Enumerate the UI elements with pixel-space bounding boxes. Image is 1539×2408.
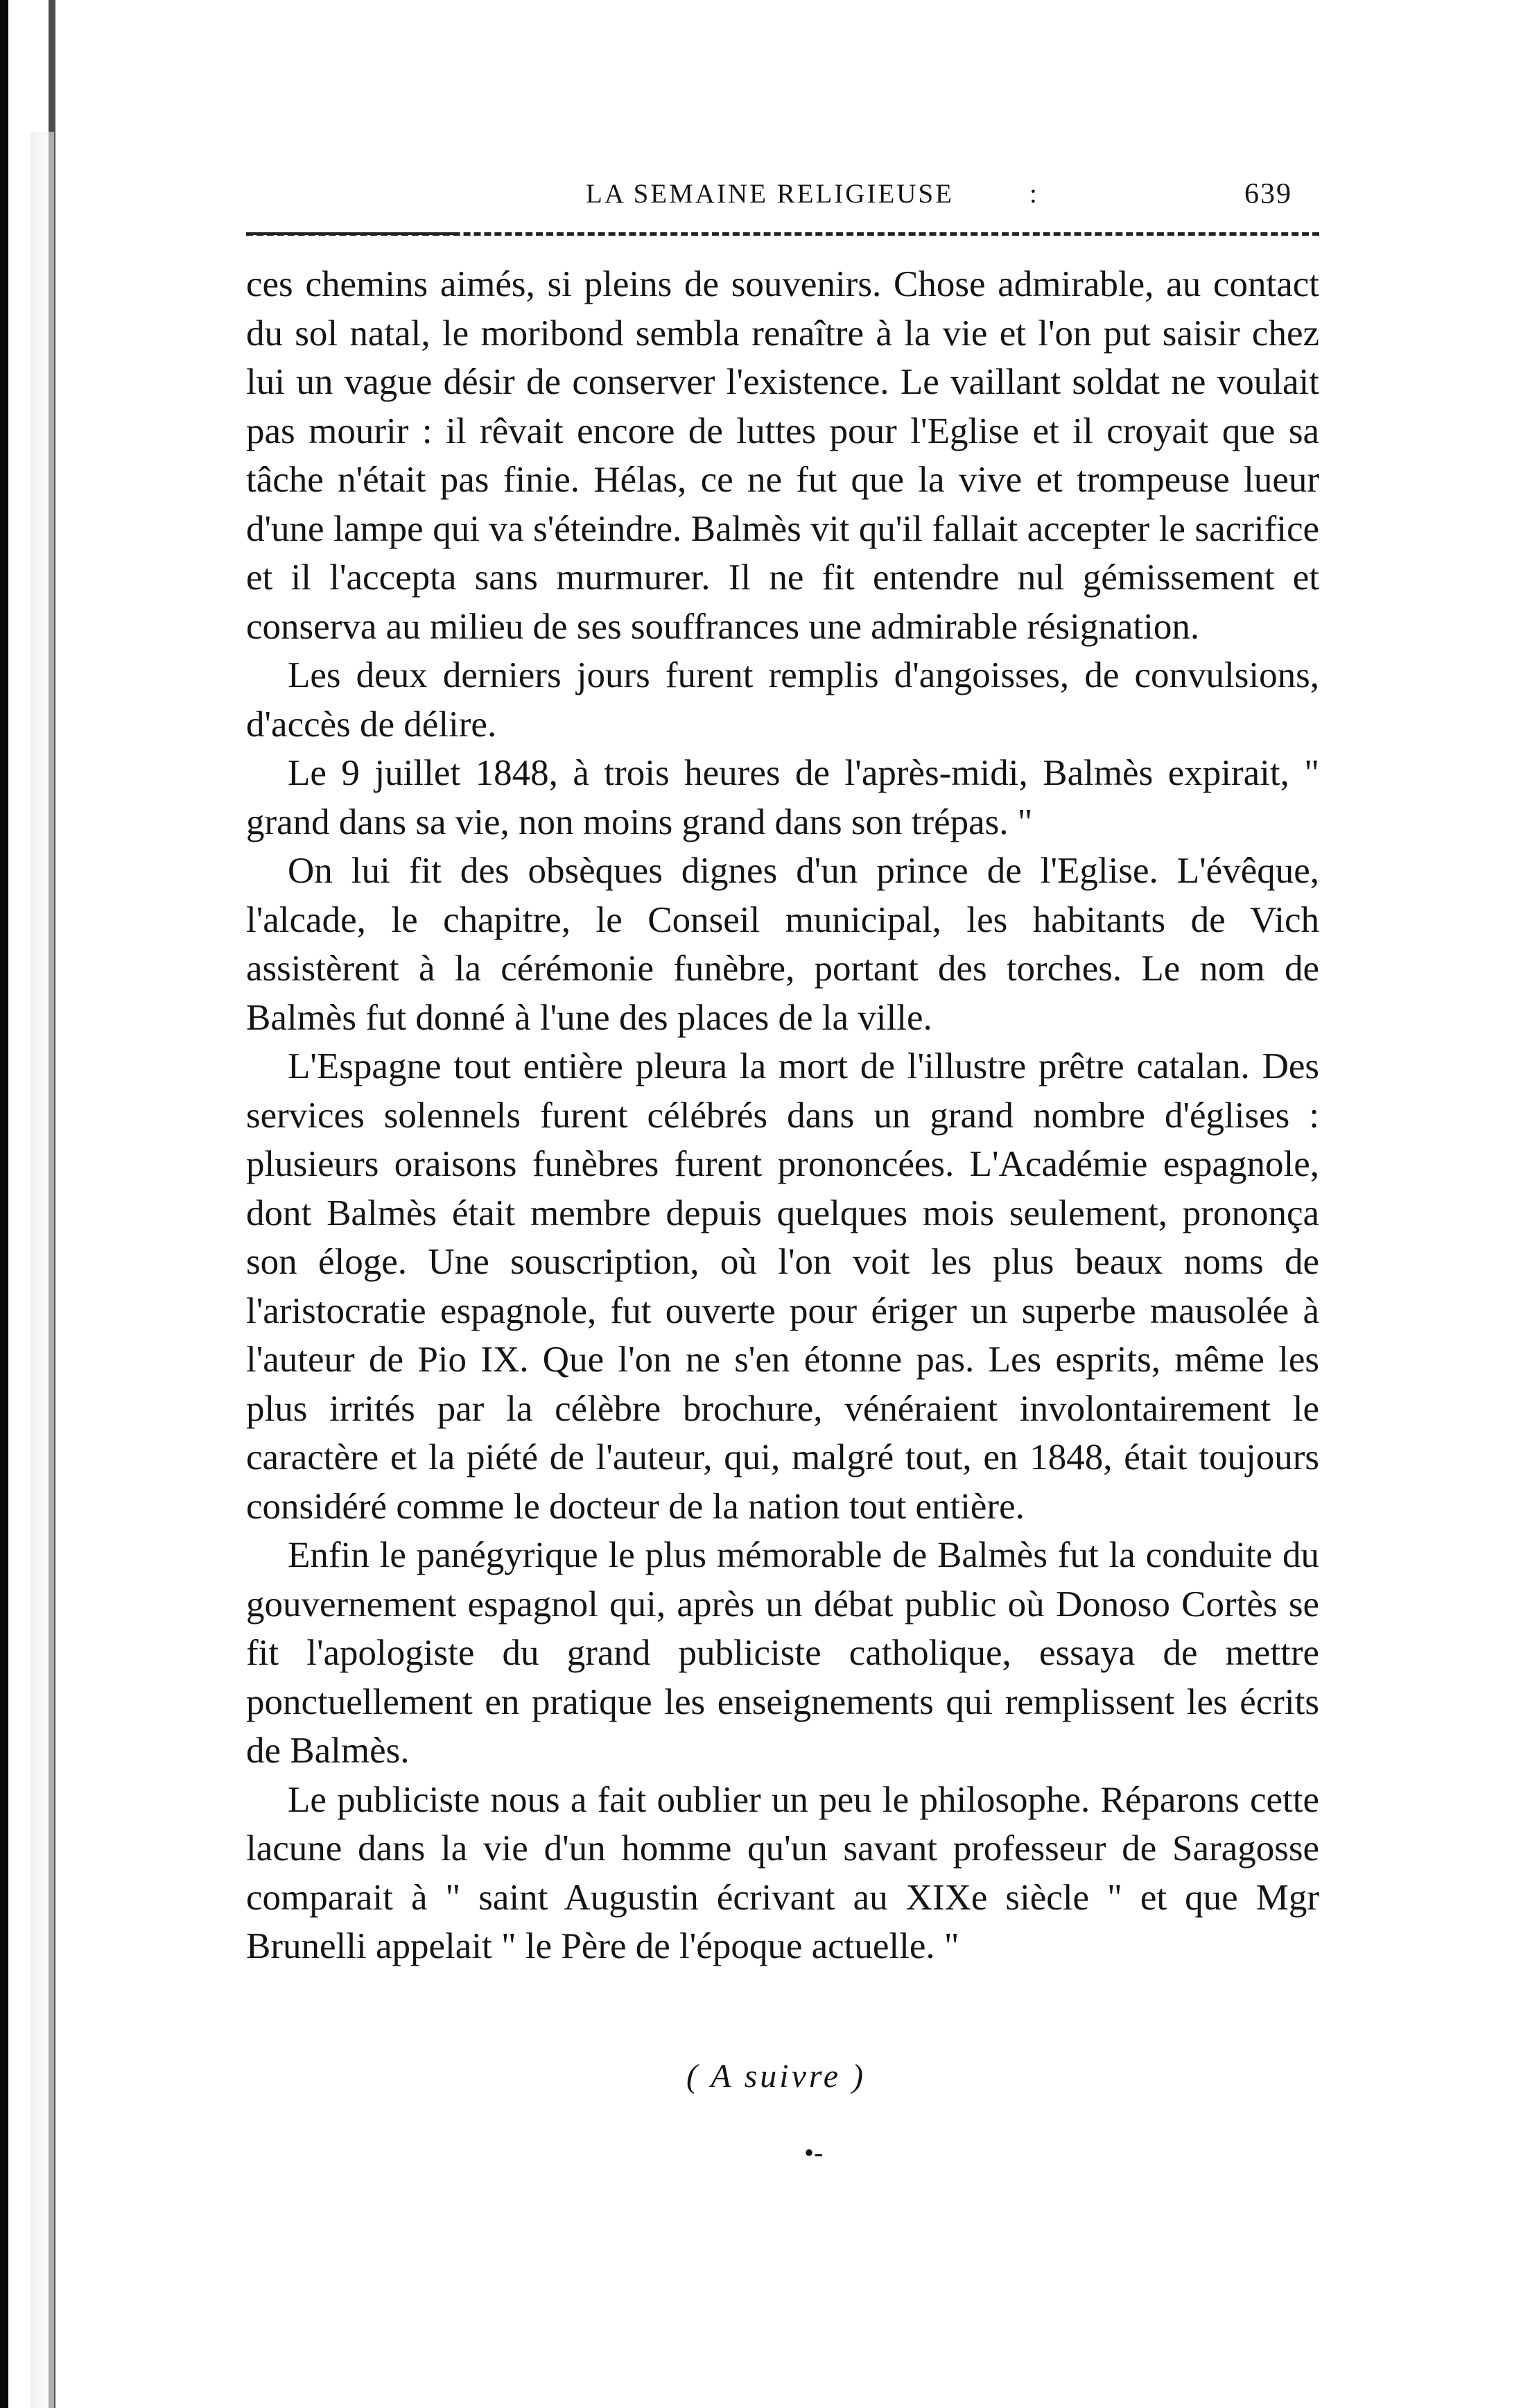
paragraph: L'Espagne tout entière pleura la mort de l'illustre prêtre catalan. Des services solennels furent célébrés dans un grand nombre d'églises : plusieurs oraisons funèbres furent prononcées. L'Académie espagnole, dont Balmès était membre depuis quelques mois seulement, prononça son éloge. Une souscription, où l'on voit les plus beaux noms de l'aristocratie espagnole, fut ouverte pour ériger un superbe mausolée à l'auteur de Pio IX. Que l'on ne s'en étonne pas. Les esprits, même les plus irrités par la célèbre brochure, vénéraient involontairement le caractère et la piété de l'auteur, qui, malgré tout, en 1848, était toujours considéré comme le docteur de la nation tout entière. [246,1046,1319,1527]
paragraph: ces chemins aimés, si pleins de souvenirs. Chose admirable, au contact du sol natal, le moribond sembla renaître à la vie et l'on put saisir chez lui un vague désir de conserver l'existence. Le vaillant soldat ne voulait pas mourir : il rêvait encore de luttes pour l'Eglise et il croyait que sa tâche n'était pas finie. Hélas, ce ne fut que la vive et trompeuse lueur d'une lampe qui va s'éteindre. Balmès vit qu'il fallait accepter le sacrifice et il l'accepta sans murmurer. Il ne fit entendre nul gémissement et conserva au milieu de ses souffrances une admirable résignation. [246,264,1319,647]
paragraph: Le 9 juillet 1848, à trois heures de l'après-midi, Balmès expirait, " grand dans sa vie, non moins grand dans son trépas. " [246,753,1319,842]
to-be-continued-note: ( A suivre ) [686,2058,867,2095]
page-gutter-shadow [31,132,54,2408]
page-binding-edge [0,0,8,2408]
page-header [246,173,1319,222]
paragraph: Le publiciste nous a fait oublier un peu le philosophe. Réparons cette lacune dans la vie d'un homme qu'un savant professeur de Saragosse comparait à " saint Augustin écrivant au XIXe siècle " et que Mgr Brunelli appelait " le Père de l'époque actuelle. " [246,1779,1319,1966]
paragraph: Enfin le panégyrique le plus mémorable de Balmès fut la conduite du gouvernement espagnol qui, après un débat public où Donoso Cortès se fit l'apologiste du grand publiciste catholique, essaya de mettre ponctuellement en pratique les enseignements qui remplissent les écrits de Balmès. [246,1535,1319,1771]
body-text [246,260,1319,1971]
header-rule-solid-segment [246,232,454,235]
running-head: LA SEMAINE RELIGIEUSE [586,179,954,209]
end-mark: •- [804,2137,824,2168]
running-head-separator: : [1029,179,1037,209]
page-number: 639 [1244,178,1292,210]
paragraph: Les deux derniers jours furent remplis d'angoisses, de convulsions, d'accès de délire. [246,655,1319,745]
paragraph: On lui fit des obsèques dignes d'un prince de l'Eglise. L'évêque, l'alcade, le chapitre, le Conseil municipal, les habitants de Vich assistèrent à la cérémonie funèbre, portant des torches. Le nom de Balmès fut donné à l'une des places de la ville. [246,851,1319,1038]
